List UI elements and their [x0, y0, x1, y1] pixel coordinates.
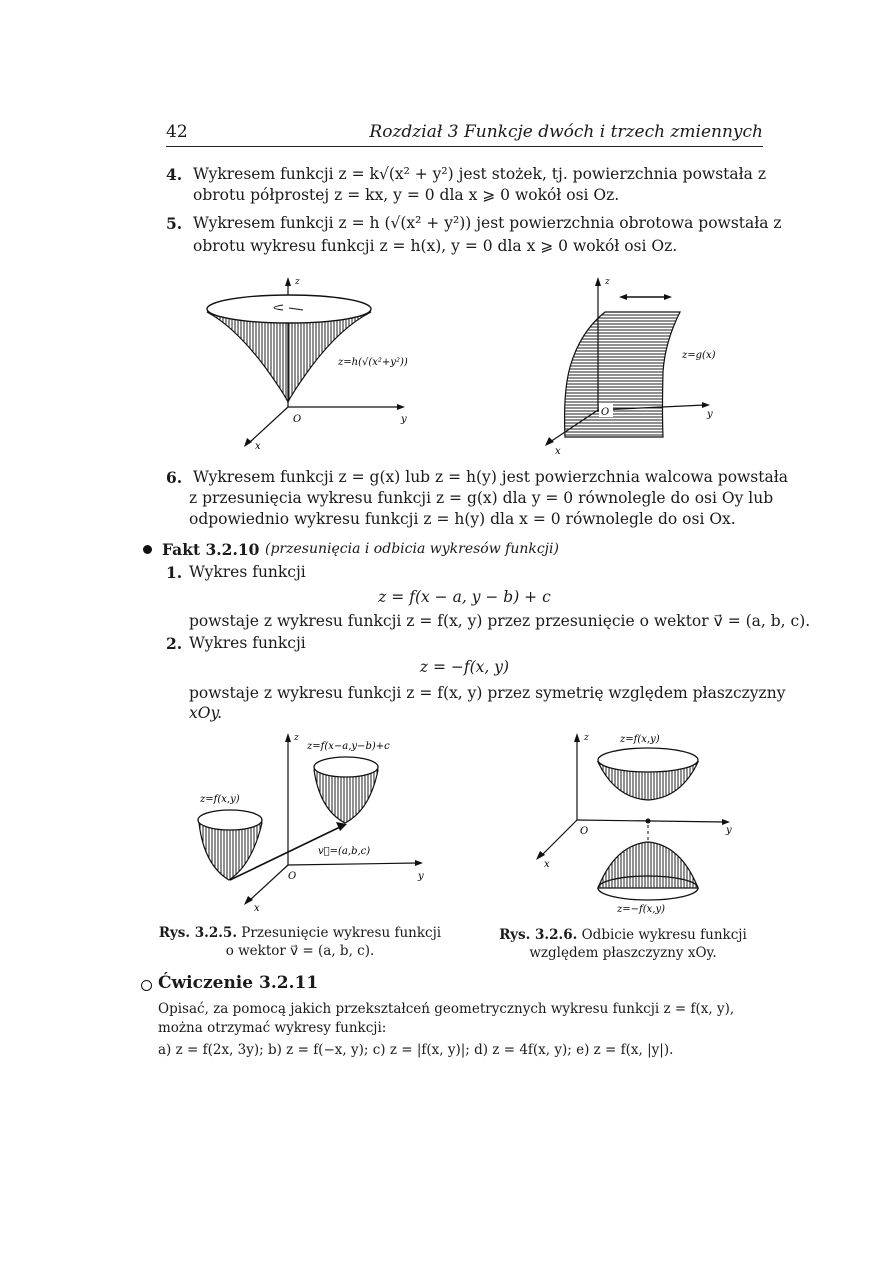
z-axis-label: z	[295, 277, 300, 287]
origin-label: O	[601, 407, 610, 418]
item-5-line2: obrotu wykresu funkcji z = h(x), y = 0 dla x ⩾ 0 wokół osi Oz.	[193, 237, 678, 255]
fact-subtitle: (przesunięcia i odbicia wykresów funkcji)	[265, 541, 559, 557]
fact-p2-number: 2.	[166, 634, 183, 653]
item-6-number: 6.	[166, 468, 183, 487]
origin-label: O	[580, 826, 589, 837]
fact-bullet-icon	[143, 545, 152, 554]
exercise-line1: Opisać, za pomocą jakich przekształceń geometrycznych wykresu funkcji z = f(x, y),	[158, 1001, 735, 1017]
item-5-line1: Wykresem funkcji z = h (√(x² + y²)) jest powierzchnia obrotowa powstała z	[193, 214, 782, 232]
lower-paraboloid	[598, 842, 698, 888]
y-axis-label: y	[707, 409, 713, 420]
caption-left-line2: o wektor v⃗ = (a, b, c).	[225, 943, 375, 959]
cone-formula-label: z=h(√(x²+y²))	[338, 357, 408, 368]
cylinder-formula-label: z=g(x)	[682, 350, 716, 361]
translated-paraboloid	[314, 770, 378, 823]
upper-graph-label: z=f(x,y)	[620, 734, 660, 745]
caption-left	[150, 924, 450, 942]
y-axis	[288, 863, 418, 865]
y-axis-label: y	[418, 871, 424, 882]
y-axis	[577, 820, 725, 822]
item-4-line2: obrotu półprostej z = kx, y = 0 dla x ⩾ 0 wokół osi Oz.	[193, 186, 620, 204]
y-axis-label: y	[726, 825, 732, 836]
origin-label: O	[288, 871, 297, 882]
caption-left-number: Rys. 3.2.5.	[158, 925, 238, 941]
figure-cylinder-surface	[535, 272, 755, 457]
figure-reflection	[530, 730, 750, 915]
item-6-line1: Wykresem funkcji z = g(x) lub z = h(y) jest powierzchnia walcowa powstała	[193, 468, 789, 486]
z-axis-label: z	[605, 277, 610, 287]
figure-cone-surface	[195, 272, 455, 457]
exercise-title: Ćwiczenie 3.2.11	[158, 973, 319, 993]
fact-p2-after1: powstaje z wykresu funkcji z = f(x, y) przez symetrię względem płaszczyzny	[189, 684, 786, 702]
running-title: Rozdział 3 Funkcje dwóch i trzech zmiennych	[369, 122, 763, 142]
vector-label: v⃗=(a,b,c)	[318, 846, 371, 857]
x-axis-label: x	[555, 446, 561, 457]
x-axis-label: x	[254, 903, 260, 914]
caption-left-text1: Przesunięcie wykresu funkcji	[237, 925, 442, 941]
translated-graph-label: z=f(x−a,y−b)+c	[307, 741, 390, 752]
item-5-number: 5.	[166, 214, 183, 233]
item-4-number: 4.	[166, 165, 183, 184]
fact-p1-text: Wykres funkcji	[189, 563, 306, 581]
cone-top-ellipse	[207, 295, 371, 323]
x-axis-label: x	[255, 441, 261, 452]
item-4-line1: Wykresem funkcji z = k√(x² + y²) jest stożek, tj. powierzchnia powstała z	[193, 165, 766, 183]
z-axis-label: z	[294, 733, 299, 743]
caption-right-line2: względem płaszczyzny xOy.	[529, 945, 717, 961]
z-axis-label: z	[584, 733, 589, 743]
fact-p1-number: 1.	[166, 563, 183, 582]
origin-label: O	[293, 414, 302, 425]
fact-p2-after2: xOy.	[189, 704, 223, 722]
cylinder-body	[565, 312, 680, 437]
figure-translation	[190, 730, 450, 915]
x-axis-label: x	[544, 859, 550, 870]
item-6-line2: z przesunięcia wykresu funkcji z = g(x) dla y = 0 równolegle do osi Oy lub	[189, 489, 774, 507]
y-axis-label: y	[401, 414, 407, 425]
fact-p2-text: Wykres funkcji	[189, 634, 306, 652]
caption-right	[478, 926, 768, 944]
x-axis	[250, 865, 288, 900]
exercise-line2: można otrzymać wykresy funkcji:	[158, 1020, 387, 1036]
fact-p1-after: powstaje z wykresu funkcji z = f(x, y) przez przesunięcie o wektor v⃗ = (a, b, c).	[189, 612, 811, 630]
fact-p1-formula: z = f(x − a, y − b) + c	[378, 588, 551, 606]
fact-p2-formula: z = −f(x, y)	[419, 658, 510, 676]
caption-right-number: Rys. 3.2.6.	[499, 927, 578, 943]
exercise-circle-icon	[141, 980, 152, 991]
caption-right-text1: Odbicie wykresu funkcji	[577, 927, 747, 943]
item-6-line3: odpowiednio wykresu funkcji z = h(y) dla x = 0 równolegle do osi Ox.	[189, 510, 736, 528]
x-axis	[250, 407, 288, 442]
fact-title: Fakt 3.2.10	[162, 540, 260, 559]
page-header	[166, 122, 763, 147]
page-number: 42	[166, 122, 188, 142]
original-paraboloid	[199, 823, 262, 880]
x-axis	[542, 820, 577, 855]
lower-graph-label: z=−f(x,y)	[617, 904, 665, 915]
original-graph-label: z=f(x,y)	[200, 794, 240, 805]
exercise-line3: a) z = f(2x, 3y); b) z = f(−x, y); c) z = |f(x, y)|; d) z = 4f(x, y); e) z = f(x, |y|).	[158, 1042, 674, 1058]
